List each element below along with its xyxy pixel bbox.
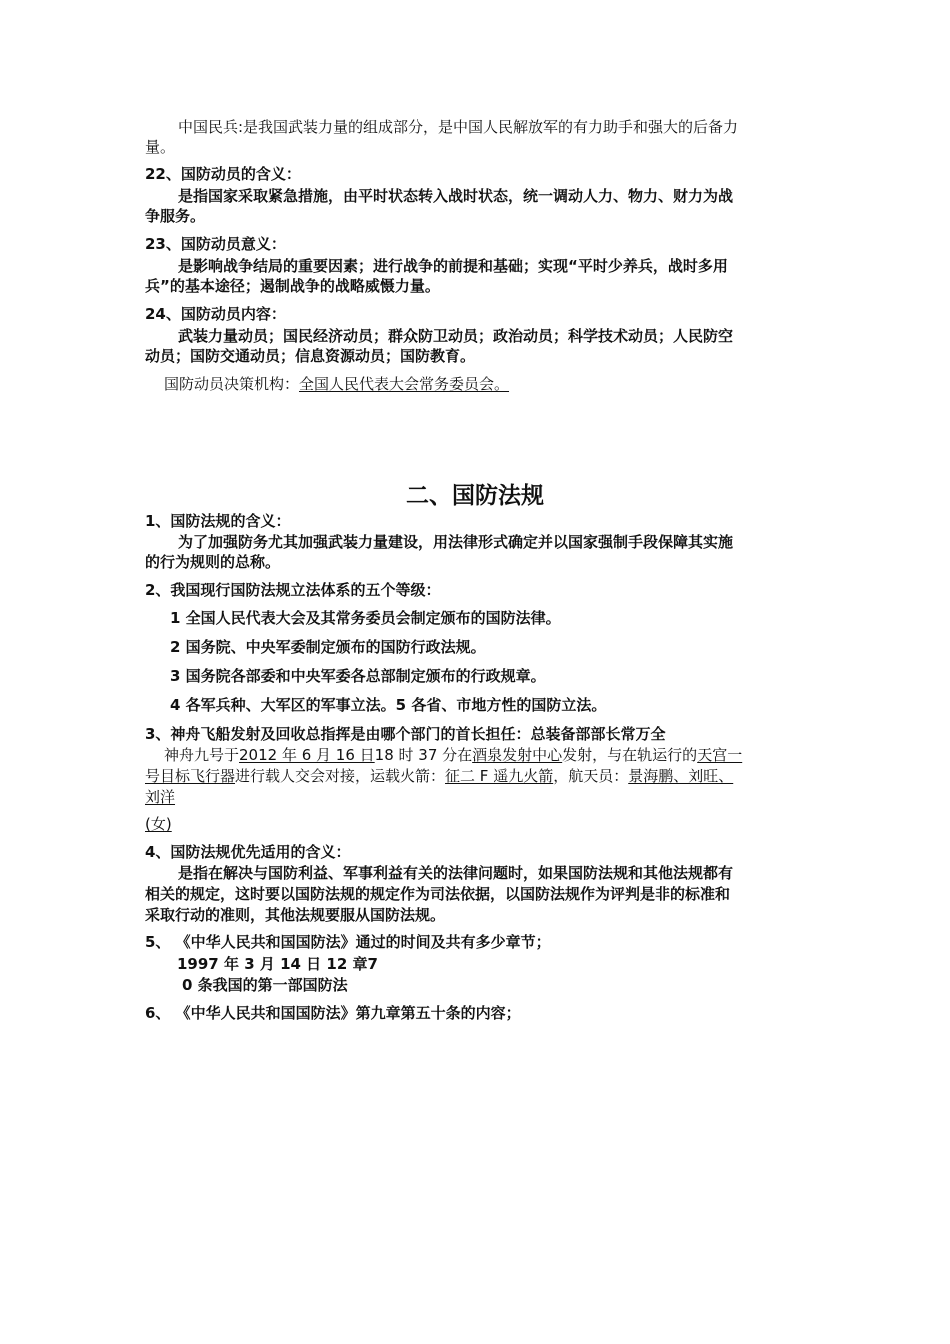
law-q3-heading: 3、神舟飞船发射及回收总指挥是由哪个部门的首长担任：总装备部部长常万全 [145, 725, 666, 743]
law-q1-heading: 1、国防法规的含义： [145, 512, 291, 530]
shenzhou-launch-site: 酒泉发射中心 [472, 746, 563, 764]
shenzhou-date: 2012 年 6 月 16 日 [239, 746, 375, 764]
law-q1-answer-line-2: 的行为规则的总称。 [145, 553, 281, 571]
shenzhou-line-2 [145, 766, 805, 787]
law-q4-answer-line-1: 是指在解决与国防利益、军事利益有关的法律问题时，如果国防法规和其他法规都有 [178, 864, 734, 882]
shenzhou-rocket: 征二 F 遥九火箭 [445, 767, 554, 785]
q22-answer-line-2: 争服务。 [145, 207, 206, 225]
decision-body-label: 国防动员决策机构： [164, 375, 300, 393]
law-q4-answer-line-3: 采取行动的准则，其他法规要服从国防法规。 [145, 906, 446, 924]
shenzhou-astronaut-label: ，航天员： [553, 767, 629, 785]
shenzhou-line-1 [164, 745, 824, 766]
militia-definition-line-2: 量。 [145, 138, 176, 156]
q24-answer-line-1: 武装力量动员；国民经济动员；群众防卫动员；政治动员；科学技术动员；人民防空 [178, 327, 734, 345]
shenzhou-line-3 [145, 787, 805, 808]
shenzhou-target-b: 号目标飞行器 [145, 767, 236, 785]
shenzhou-target-a: 天宫一 [697, 746, 743, 764]
militia-definition-line-1: 中国民兵:是我国武装力量的组成部分，是中国人民解放军的有力助手和强大的后备力 [178, 118, 739, 136]
q24-answer-line-2: 动员；国防交通动员；信息资源动员；国防教育。 [145, 347, 476, 365]
law-q1-answer-line-1: 为了加强防务尤其加强武装力量建设，用法律形式确定并以国家强制手段保障其实施 [178, 533, 734, 551]
shenzhou-time: 18 时 37 分在 [374, 746, 473, 764]
shenzhou-note: (女) [145, 815, 172, 833]
q23-answer-line-1: 是影响战争结局的重要因素；进行战争的前提和基础；实现“平时少养兵，战时多用 [178, 257, 728, 275]
legislative-level-3: 3 国务院各部委和中央军委各总部制定颁布的行政规章。 [170, 667, 546, 685]
decision-body-line [164, 374, 824, 395]
legislative-level-4-5: 4 各军兵种、大军区的军事立法。5 各省、市地方性的国防立法。 [170, 696, 607, 714]
q24-heading: 24、国防动员内容： [145, 305, 286, 323]
legislative-level-2: 2 国务院、中央军委制定颁布的国防行政法规。 [170, 638, 486, 656]
shenzhou-astronauts-b: 刘洋 [145, 788, 176, 806]
section-title: 二、国防法规 [406, 483, 544, 509]
q23-answer-line-2: 兵”的基本途径；遏制战争的战略威慑力量。 [145, 277, 440, 295]
law-q5-answer-line-2: 0 条我国的第一部国防法 [182, 976, 348, 994]
law-q5-answer-line-1: 1997 年 3 月 14 日 12 章7 [177, 955, 378, 973]
law-q4-heading: 4、国防法规优先适用的含义： [145, 843, 351, 861]
law-q2-heading: 2、我国现行国防法规立法体系的五个等级： [145, 581, 441, 599]
shenzhou-dock-text: 进行载人交会对接，运载火箭： [235, 767, 446, 785]
q22-heading: 22、国防动员的含义： [145, 165, 301, 183]
q22-answer-line-1: 是指国家采取紧急措施，由平时状态转入战时状态，统一调动人力、物力、财力为战 [178, 187, 734, 205]
law-q4-answer-line-2: 相关的规定，这时要以国防法规的规定作为司法依据，以国防法规作为评判是非的标准和 [145, 885, 731, 903]
shenzhou-astronauts-a: 景海鹏、刘旺、 [628, 767, 734, 785]
shenzhou-note-line [145, 814, 805, 835]
shenzhou-mid-text: 发射，与在轨运行的 [562, 746, 698, 764]
decision-body-value: 全国人民代表大会常务委员会。 [299, 375, 510, 393]
legislative-level-1: 1 全国人民代表大会及其常务委员会制定颁布的国防法律。 [170, 609, 561, 627]
shenzhou-prefix: 神舟九号于 [164, 746, 240, 764]
law-q6-heading: 6、 《中华人民共和国国防法》第九章第五十条的内容； [145, 1004, 521, 1022]
law-q5-heading: 5、 《中华人民共和国国防法》通过的时间及共有多少章节； [145, 933, 551, 951]
q23-heading: 23、国防动员意义： [145, 235, 286, 253]
